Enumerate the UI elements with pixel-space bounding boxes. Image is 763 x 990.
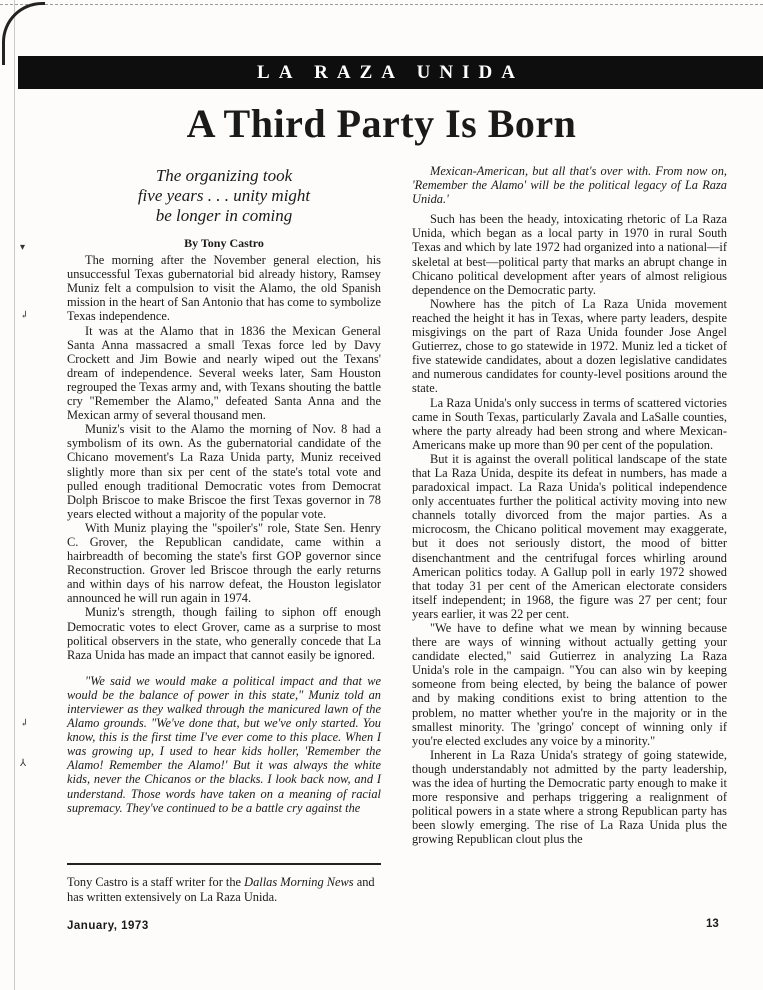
body-paragraph: "We have to define what we mean by winning because there are ways of winning without actually getting your candidate elected," said Gutierrez in analyzing La Raza Unida's role in the campaign. "You can also win by keeping someone from being elected, by being the balance of power and by making conditions exist to bring attention to the problem, no matter whether you're in the majority or in the smallest minority. The 'gringo' concept of winning only if you're elected excludes any voice by a minority." (412, 621, 727, 748)
page-number: 13 (706, 918, 719, 930)
body-paragraph: Such has been the heady, intoxicating rhetoric of La Raza Unida, which began as a local party in 1970 in rural South Texas and which by late 1972 had organized into a national—if skeletal at best—political party that marks an abrupt change in Chicano political development after years of almost religious dependence on the Democratic party. (412, 212, 727, 297)
margin-mark: ⅄ (20, 758, 27, 769)
body-paragraph: The morning after the November general election, his unsuccessful Texas gubernatorial bid already history, Ramsey Muniz felt a compulsion to visit the Alamo, the old Spanish mission in the heart of San Antonio that has come to symbolize Texas independence. (67, 253, 381, 324)
pull-quote-text: "We said we would make a political impact and that we would be the balance of power in this state," Muniz told an interviewer as they walked through the manicured lawn of the Alamo grounds. "We've done that, but we've only started. You know, this is the first time I've ever come to this place. When I was growing up, I used to hear kids holler, 'Remember the Alamo! Remember the Alamo!' But it was always the white kids, never the Chicanos or the blacks. I look back now, and I understand. Those words have taken on a meaning of racial supremacy. They've continued to be a battle cry against the (67, 673, 381, 815)
issue-date: January, 1973 (67, 920, 149, 932)
body-paragraph: Muniz's visit to the Alamo the morning of Nov. 8 had a symbolism of its own. As the gubernatorial candidate of the Chicano movement's La Raza Unida party, Muniz received slightly more than six per cent of the state's total vote and pulled enough traditional Democratic votes from Democrat Dolph Briscoe to make Briscoe the first Texas governor in 78 years elected without a majority of the popular vote. (67, 422, 381, 521)
margin-mark: ↲ (20, 310, 29, 321)
deck-line: be longer in coming (155, 206, 293, 225)
deck-line: The organizing took (155, 166, 293, 185)
deck-line: five years . . . unity might (137, 186, 311, 205)
right-column (412, 164, 727, 847)
byline: By Tony Castro (184, 236, 264, 250)
body-paragraph: It was at the Alamo that in 1836 the Mexican General Santa Anna massacred a small Texas force led by Davy Crockett and Jim Bowie and nearly wiped out the Texans' dream of independence. Several weeks later, Sam Houston regrouped the Texas army and, with Texans shouting the battle cry "Remember the Alamo," defeated Santa Anna and the Mexican army of several thousand men. (67, 323, 381, 423)
masthead-banner (18, 56, 763, 89)
pull-quote-continuation: Mexican-American, but all that's over with. From now on, 'Remember the Alamo' will be the political legacy of La Raza Unida.' (412, 164, 727, 207)
page-edge-top (0, 0, 763, 5)
body-paragraph: With Muniz playing the "spoiler's" role, State Sen. Henry C. Grover, the Republican candidate, came within a hairbreadth of becoming the state's first GOP governor since Reconstruction. Grover led Briscoe through the early returns and within days of his narrow defeat, the Houston legislator announced he will run again in 1974. (67, 520, 381, 606)
article-headline: A Third Party Is Born (186, 101, 577, 146)
body-paragraph: Nowhere has the pitch of La Raza Unida movement reached the height it has in Texas, where party leaders, despite misgivings on the part of Raza Unida founder Jose Angel Gutierrez, chose to go statewide in 1972. Muniz led a ticket of five statewide candidates, about a dozen legislative candidates and numerous candidates for county-level positions around the state. (412, 296, 727, 396)
footnote-text: Tony Castro is a staff writer for the (67, 875, 245, 889)
body-paragraph: Inherent in La Raza Unida's strategy of going statewide, though understandably not admitted by the party leadership, was the idea of hurting the Democratic party enough to make it more responsive and perhaps triggering a realignment of political powers in a state where a strong Republican party has been slowly emerging. The rise of La Raza Unida plus the growing Republican clout plus the (412, 747, 727, 847)
page-edge-left (0, 0, 15, 990)
body-paragraph: Muniz's strength, though failing to siphon off enough Democratic votes to elect Grover, came as a surprise to most political observers in the state, who generally concede that La Raza Unida has made an impact that cannot easily be ignored. (67, 605, 381, 662)
margin-mark: ▾ (20, 242, 26, 253)
footnote-text: and has written extensively on La Raza Unida. (67, 875, 375, 904)
footnote-divider (67, 863, 381, 865)
masthead-title: LA RAZA UNIDA (257, 61, 524, 83)
footnote-publication: Dallas Morning News (244, 875, 354, 889)
left-column (67, 166, 381, 815)
article-deck (67, 166, 381, 226)
body-paragraph: But it is against the overall political landscape of the state that La Raza Unida, despite its defeat in numbers, has made a paradoxical impact. La Raza Unida's political independence only accentuates further the political activity moving into new channels totally divorced from the major parties. As a microcosm, the Chicano political movement may exaggerate, but it does not seriously distort, the mood of bitter disenchantment and the centrifugal forces whirling around American politics today. A Gallup poll in early 1972 showed that today 31 per cent of the American electorate considers itself independent; in 1968, the figure was 27 per cent; four years earlier, it was 22 per cent. (412, 451, 727, 621)
author-footnote (67, 875, 381, 905)
margin-mark: ↲ (20, 718, 29, 729)
pull-quote (67, 674, 381, 815)
body-paragraph: La Raza Unida's only success in terms of scattered victories came in South Texas, particularly Zavala and LaSalle counties, where the party already had been strong and where Mexican-Americans make up more than 90 per cent of the population. (412, 395, 727, 452)
